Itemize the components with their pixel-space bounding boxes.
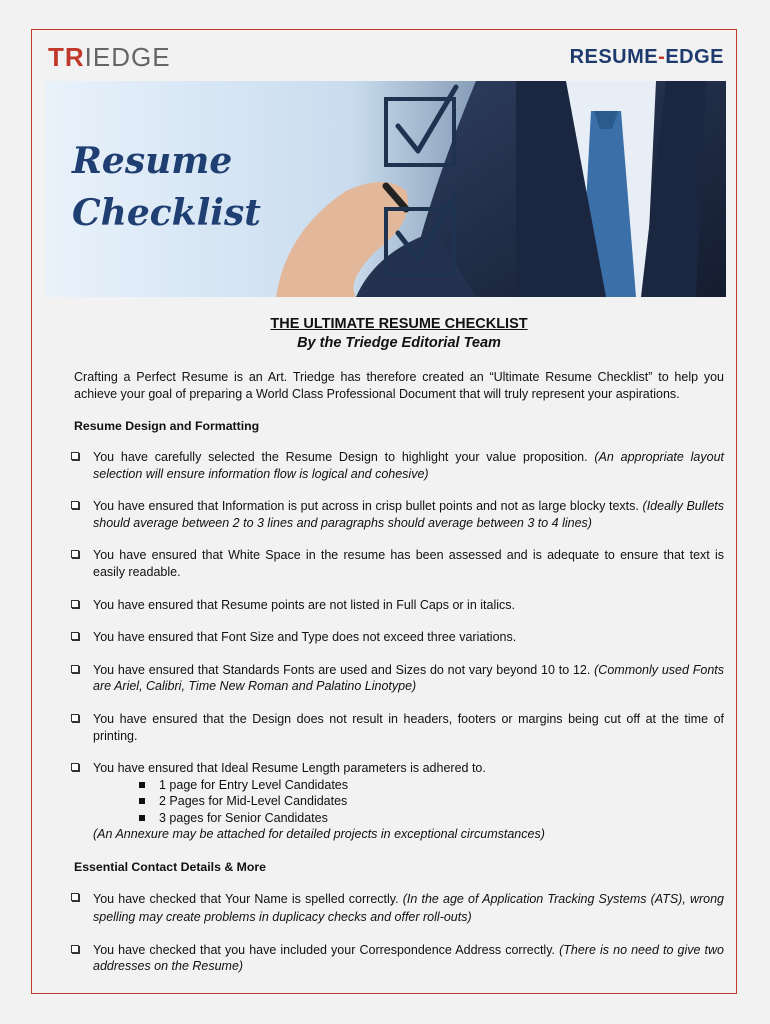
length-sublist xyxy=(93,777,724,827)
checklist-item xyxy=(74,449,724,482)
intro-paragraph: Crafting a Perfect Resume is an Art. Triedge has therefore created an “Ultimate Resume Checklist” to help you achieve your goal of preparing a World Class Professional Document that will truly represent your aspirations. xyxy=(74,370,724,401)
checklist-item-text: You have ensured that Ideal Resume Length parameters is adhered to. xyxy=(93,761,486,776)
checklist-item-note: (In the age of Application Tracking Systems (ATS), wrong spelling may create problems in duplicacy checks and offer roll-outs) xyxy=(93,891,725,924)
length-sublist-item: 2 Pages for Mid-Level Candidates xyxy=(139,793,724,810)
checklist-item-text: You have ensured that Standards Fonts are used and Sizes do not vary beyond 10 to 12. xyxy=(93,662,595,677)
triedge-logo xyxy=(48,42,171,73)
checklist-item xyxy=(74,547,724,580)
checkbox-icon xyxy=(71,665,79,673)
checkbox-icon xyxy=(71,714,79,722)
resume-edge-logo xyxy=(570,46,724,69)
banner-title-line2: Checklist xyxy=(72,192,261,234)
checklist-item xyxy=(74,711,724,744)
checkbox-icon xyxy=(71,893,79,901)
page-subtitle: By the Triedge Editorial Team xyxy=(297,334,501,351)
banner-title-line1: Resume xyxy=(72,140,233,182)
checkbox-icon xyxy=(71,550,79,558)
document-body xyxy=(74,311,724,991)
triedge-logo-accent: TR xyxy=(48,42,85,72)
checklist-item-text: You have ensured that Resume points are not listed in Full Caps or in italics. xyxy=(93,597,515,612)
length-sublist-item: 3 pages for Senior Candidates xyxy=(139,810,724,827)
length-sublist-item: 1 page for Entry Level Candidates xyxy=(139,777,724,794)
checklist-item-text: You have checked that Your Name is spelled correctly. xyxy=(93,891,403,906)
checkbox-icon xyxy=(71,945,79,953)
checklist-item-text: You have checked that you have included your Correspondence Address correctly. xyxy=(93,942,560,957)
checklist-item xyxy=(74,942,724,975)
checklist-item-text: You have ensured that Information is put across in crisp bullet points and not as large blocky texts. xyxy=(93,499,643,514)
checklist-item-note: (Commonly used Fonts are Ariel, Calibri, Time New Roman and Palatino Linotype) xyxy=(93,662,724,694)
triedge-logo-text: IEDGE xyxy=(84,42,171,72)
resume-edge-logo-separator: - xyxy=(658,46,666,68)
resume-edge-logo-part1: RESUME xyxy=(569,46,659,68)
checklist-item xyxy=(74,498,724,531)
section-heading-contact: Essential Contact Details & More xyxy=(74,860,267,875)
checklist-item-note: (An appropriate layout selection will ensure information flow is logical and cohesive) xyxy=(93,449,724,481)
annexure-note: (An Annexure may be attached for detailed projects in exceptional circumstances) xyxy=(93,827,545,842)
section-heading-design: Resume Design and Formatting xyxy=(74,419,260,434)
checkbox-icon xyxy=(71,452,79,460)
checklist-item xyxy=(74,629,724,646)
checkbox-icon xyxy=(71,632,79,640)
checkbox-icon xyxy=(71,501,79,509)
checklist-item-note: (Ideally Bullets should average between 2 to 3 lines and paragraphs should average between 3 to 4 lines) xyxy=(93,499,724,530)
checklist-item-text: You have carefully selected the Resume Design to highlight your value proposition. xyxy=(93,449,595,464)
page-title: THE ULTIMATE RESUME CHECKLIST xyxy=(270,316,528,332)
checklist-item-text: You have ensured that White Space in the resume has been assessed and is adequate to ensure that text is easily readable. xyxy=(93,548,724,579)
resume-edge-logo-part2: EDGE xyxy=(665,46,724,68)
checkbox-icon xyxy=(71,600,79,608)
checklist-item xyxy=(74,597,724,614)
banner-image xyxy=(46,81,726,297)
checklist-item-note: (There is no need to give two addresses on the Resume) xyxy=(93,942,724,974)
checklist-item xyxy=(74,662,724,695)
checkbox-icon xyxy=(71,763,79,771)
checklist-item-text: You have ensured that Font Size and Type does not exceed three variations. xyxy=(93,630,517,645)
checklist-item xyxy=(74,890,724,926)
checklist-item xyxy=(74,760,724,843)
checklist-item-text: You have ensured that the Design does not result in headers, footers or margins being cut off at the time of printing. xyxy=(93,711,724,743)
